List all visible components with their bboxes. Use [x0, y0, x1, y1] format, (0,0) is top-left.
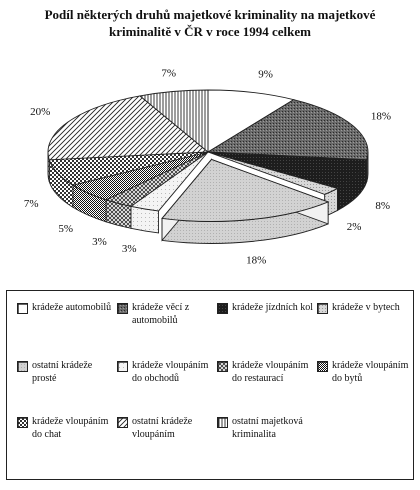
- legend-swatch: [117, 303, 128, 314]
- legend-swatch: [217, 417, 228, 428]
- percent-label-ostatni-kradeze-vloupanim: 20%: [30, 105, 51, 118]
- legend-swatch: [17, 361, 28, 372]
- percent-label-kradeze-jizdnich-kol: 8%: [375, 200, 391, 213]
- percent-label-kradeze-automobilu: 9%: [258, 68, 273, 81]
- percent-label-ostatni-majetkova-kriminalita: 7%: [161, 67, 177, 80]
- legend-label: krádeže vloupáním do chat: [32, 416, 109, 440]
- legend-swatch: [317, 303, 328, 314]
- percent-label-kradeze-vloupanim-do-obchodu: 3%: [121, 243, 137, 256]
- legend-label: ostatní krádeže prosté: [32, 360, 93, 384]
- legend-swatch: [217, 303, 228, 314]
- legend-label: krádeže v bytech: [332, 302, 400, 313]
- percent-label-kradeze-v-bytech: 2%: [346, 221, 362, 234]
- legend-label: krádeže vloupáním do restaurací: [232, 360, 309, 384]
- legend-label: krádeže vloupáním do bytů: [332, 360, 409, 384]
- percent-label-ostatni-kradeze-proste: 18%: [246, 254, 267, 267]
- legend-label: krádeže automobilů: [32, 302, 112, 313]
- percent-label-kradeze-vloupanim-do-bytu: 5%: [58, 223, 73, 236]
- legend-swatch: [17, 417, 28, 428]
- percent-label-kradeze-vloupanim-do-chat: 7%: [23, 197, 39, 210]
- legend: [6, 290, 414, 480]
- legend-label: krádeže vloupáním do obchodů: [132, 360, 209, 384]
- legend-label: krádeže věcí z automobilů: [132, 302, 190, 326]
- legend-swatch: [117, 361, 128, 372]
- percent-label-kradeze-vloupanim-do-restauraci: 3%: [92, 236, 107, 249]
- percent-label-kradeze-veci-z-automobilu: 18%: [370, 110, 392, 123]
- legend-swatch: [217, 361, 228, 372]
- chart-title-line-2: kriminalitě v ČR v roce 1994 celkem: [109, 24, 311, 39]
- chart-title-line-1: Podíl některých druhů majetkové kriminality na majetkové: [44, 7, 376, 22]
- legend-label: krádeže jízdních kol: [232, 302, 314, 313]
- legend-label: ostatní majetková kriminalita: [232, 416, 303, 440]
- legend-swatch: [17, 303, 28, 314]
- legend-swatch: [317, 361, 328, 372]
- legend-label: ostatní krádeže vloupáním: [132, 416, 193, 440]
- legend-swatch: [117, 417, 128, 428]
